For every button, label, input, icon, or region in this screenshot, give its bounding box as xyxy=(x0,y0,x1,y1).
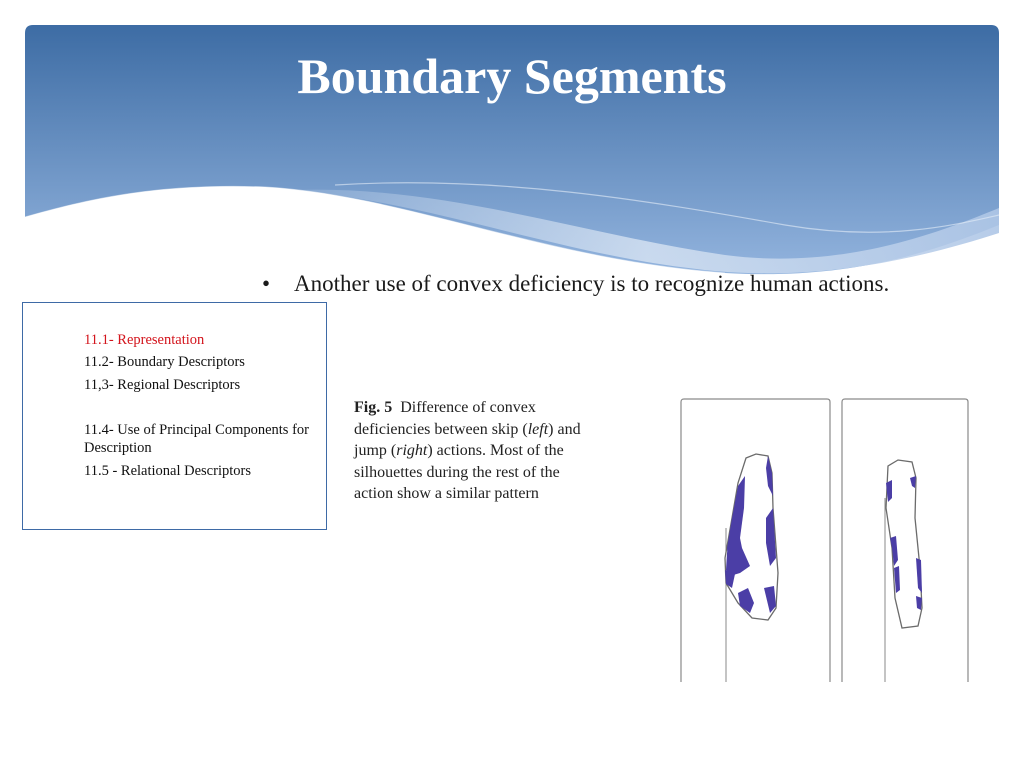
figure-caption: Fig. 5 Difference of convex deficiencies between skip (left) and jump (right) actions. Most of the silhouettes during the rest of the action show a similar pattern xyxy=(354,399,581,502)
slide-title: Boundary Segments xyxy=(297,48,727,104)
figure-label: Fig. 5 xyxy=(354,399,393,416)
toc-item-boundary-descriptors[interactable]: 11.2- Boundary Descriptors xyxy=(84,354,245,370)
silhouette-figure xyxy=(680,398,972,689)
toc-item-regional-descriptors[interactable]: 11,3- Regional Descriptors xyxy=(84,377,241,393)
table-of-contents xyxy=(22,302,327,530)
bullet-point xyxy=(262,270,1002,298)
toc-item-relational-descriptors[interactable]: 11.5 - Relational Descriptors xyxy=(84,463,251,479)
toc-item-principal-components[interactable]: 11.4- Use of Principal Components for Description xyxy=(84,422,309,456)
bullet-text: Another use of convex deficiency is to recognize human actions. xyxy=(294,271,890,296)
convex-deficiency-image xyxy=(680,398,972,684)
skip-silhouette-panel xyxy=(681,399,830,682)
toc-item-representation[interactable]: 11.1- Representation xyxy=(84,332,205,348)
jump-silhouette-panel xyxy=(842,399,968,682)
bullet-icon: • xyxy=(262,271,271,296)
